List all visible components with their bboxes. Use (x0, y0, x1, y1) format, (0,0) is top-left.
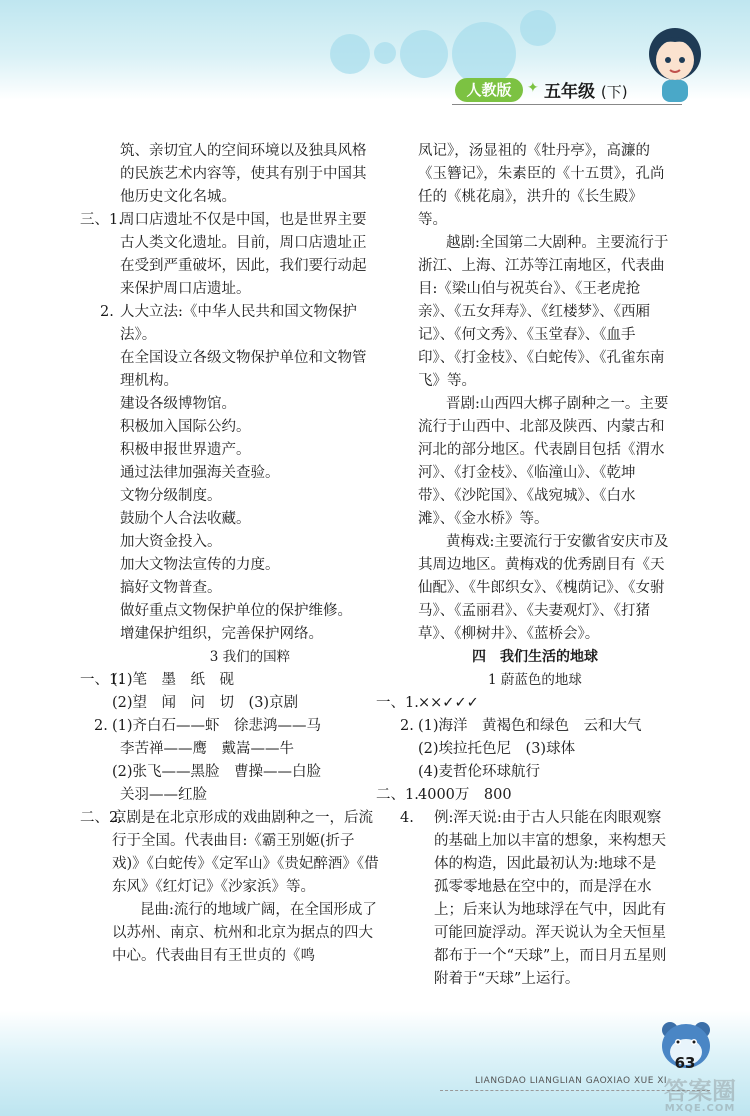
paragraph (80, 692, 380, 715)
paragraph (80, 577, 380, 600)
paragraph (400, 140, 670, 232)
series-name: LIANGDAO LIANGLIAN GAOXIAO XUE XI (475, 1076, 668, 1086)
item-number: 二、2. (80, 810, 123, 826)
paragraph (80, 531, 380, 554)
paragraph-text: 鼓励个人合法收藏。 (120, 511, 251, 527)
paragraph-text: (4)麦哲伦环球航行 (418, 764, 541, 780)
header-divider (452, 104, 682, 105)
chapter-title: 四 我们生活的地球 (472, 649, 598, 665)
watermark-url: MXQE.COM (664, 1103, 736, 1114)
paragraph (400, 715, 670, 738)
paragraph-text: 加大资金投入。 (120, 534, 222, 550)
item-number: 一、1. (376, 695, 419, 711)
volume-text: (下) (600, 83, 628, 101)
section-heading (400, 669, 670, 692)
watermark-text: 答案圈 (664, 1077, 736, 1105)
grade-label (544, 77, 628, 102)
paragraph (80, 738, 380, 761)
item-number: 2. (400, 718, 414, 734)
paragraph (80, 784, 380, 807)
paragraph-text: 昆曲:流行的地域广阔，在全国形成了以苏州、南京、杭州和北京为据点的四大中心。代表曲目有王世贞的《鸣 (112, 902, 377, 964)
paragraph-text: 筑、亲切宜人的空间环境以及独具风格的民族艺术内容等，使其有别于中国其他历史文化名城。 (120, 143, 367, 205)
paragraph-text: 京剧是在北京形成的戏曲剧种之一，后流行于全国。代表曲目:《霸王别姬(折子戏)》《白蛇传》《定军山》《贵妃醉酒》《借东风》《红灯记》《沙家浜》等。 (112, 810, 379, 895)
decor-bubble (374, 42, 396, 64)
paragraph (80, 669, 380, 692)
paragraph-text: (2)望 闻 问 切 (3)京剧 (112, 695, 299, 711)
chapter-heading (400, 646, 670, 669)
paragraph (80, 485, 380, 508)
paragraph (80, 715, 380, 738)
paragraph (80, 209, 380, 301)
paragraph-text: 加大文物法宣传的力度。 (120, 557, 280, 573)
watermark (650, 1077, 750, 1116)
section-title: 1 蔚蓝色的地球 (488, 672, 582, 688)
paragraph-text: (1)齐白石——虾 徐悲鸿——马 (112, 718, 322, 734)
decor-bubble (400, 30, 448, 78)
paragraph (80, 416, 380, 439)
section-heading (80, 646, 380, 669)
paragraph (80, 761, 380, 784)
right-column (376, 140, 670, 991)
decor-bubble (520, 10, 556, 46)
paragraph (80, 554, 380, 577)
paragraph-text: 积极加入国际公约。 (120, 419, 251, 435)
item-number: 三、1. (80, 212, 123, 228)
paragraph-text: 通过法律加强海关查验。 (120, 465, 280, 481)
page-number: 63 (674, 1054, 696, 1072)
paragraph-text: ××✓✓✓ (418, 695, 479, 711)
paragraph (376, 692, 670, 715)
paragraph (80, 899, 380, 968)
paragraph (400, 232, 670, 393)
paragraph-text: 例:浑天说:由于古人只能在肉眼观察的基础上加以丰富的想象，来构想天体的构造，因此最初认为:地球不是孤零零地悬在空中的，而是浮在水上；后来认为地球浮在气中，因此有可能回旋浮动。浑天说认为全天恒星都布于一个“天球”上，而日月五星则附着于“天球”上运行。 (434, 810, 667, 987)
paragraph (80, 140, 380, 209)
paragraph-text: (2)埃拉托色尼 (3)球体 (418, 741, 576, 757)
paragraph-text: (2)张飞——黑脸 曹操——白脸 (112, 764, 322, 780)
paragraph-text: 积极申报世界遗产。 (120, 442, 251, 458)
paragraph-text: 越剧:全国第二大剧种。主要流行于浙江、上海、江苏等江南地区，代表曲目:《梁山伯与祝英台》、《王老虎抢亲》、《五女拜寿》、《红楼梦》、《西厢记》、《何文秀》、《玉堂春》、《血手印》、《打金枝》、《白蛇传》、《孔雀东南飞》等。 (418, 235, 669, 389)
paragraph-text: 黄梅戏:主要流行于安徽省安庆市及其周边地区。黄梅戏的优秀剧目有《天仙配》、《牛郎织女》、《槐荫记》、《女驸马》、《孟丽君》、《夫妻观灯》、《打猪草》、《柳树井》、《蓝桥会》。 (418, 534, 669, 642)
paragraph-text: 周口店遗址不仅是中国，也是世界主要古人类文化遗址。目前，周口店遗址正在受到严重破坏，因此，我们要行动起来保护周口店遗址。 (120, 212, 367, 297)
paragraph (400, 807, 670, 991)
decor-bubble (452, 22, 516, 86)
paragraph (80, 508, 380, 531)
paragraph-text: 关羽——红脸 (120, 787, 207, 803)
paragraph (376, 784, 670, 807)
mascot-girl-icon (640, 20, 710, 110)
item-number: 一、1. (80, 672, 123, 688)
paragraph (80, 807, 380, 899)
paragraph (400, 393, 670, 531)
section-title: 3 我们的国粹 (209, 649, 291, 665)
paragraph-text: 建设各级博物馆。 (120, 396, 236, 412)
paragraph-text: (1)海洋 黄褐色和绿色 云和大气 (418, 718, 642, 734)
paragraph-text: 4000万 800 (418, 787, 512, 803)
paragraph-text: 李苦禅——鹰 戴嵩——牛 (120, 741, 294, 757)
footer-background (0, 1010, 750, 1116)
paragraph (80, 439, 380, 462)
paragraph-text: 在全国设立各级文物保护单位和文物管理机构。 (120, 350, 367, 389)
paragraph-text: 人大立法:《中华人民共和国文物保护法》。 (120, 304, 357, 343)
paragraph-text: 做好重点文物保护单位的保护维修。 (120, 603, 352, 619)
edition-badge: 人教版 (455, 78, 523, 102)
item-number: 2. (100, 304, 114, 320)
paragraph (80, 623, 380, 646)
item-number: 2. (94, 718, 108, 734)
item-number: 二、1. (376, 787, 419, 803)
star-icon: ✦ (527, 80, 539, 96)
item-number: 4. (400, 810, 414, 826)
paragraph (80, 301, 380, 347)
paragraph-text: 增建保护组织，完善保护网络。 (120, 626, 323, 642)
paragraph-text: 凤记》，汤显祖的《牡丹亭》，高濂的《玉簪记》，朱素臣的《十五贯》，孔尚任的《桃花扇》，洪升的《长生殿》等。 (418, 143, 665, 228)
paragraph-text: 文物分级制度。 (120, 488, 222, 504)
decor-bubble (330, 34, 370, 74)
paragraph-text: 晋剧:山西四大梆子剧种之一。主要流行于山西中、北部及陕西、内蒙古和河北的部分地区。代表剧目包括《渭水河》、《打金枝》、《临潼山》、《乾坤带》、《沙陀国》、《战宛城》、《白水滩》、《金水桥》等。 (418, 396, 669, 527)
paragraph (80, 600, 380, 623)
paragraph-text: (1)笔 墨 纸 砚 (112, 672, 235, 688)
paragraph (400, 531, 670, 646)
paragraph (400, 738, 670, 761)
paragraph-text: 搞好文物普查。 (120, 580, 222, 596)
left-column (80, 140, 380, 968)
paragraph (80, 347, 380, 393)
grade-text: 五年级 (544, 82, 595, 102)
paragraph (80, 462, 380, 485)
paragraph (80, 393, 380, 416)
paragraph (400, 761, 670, 784)
